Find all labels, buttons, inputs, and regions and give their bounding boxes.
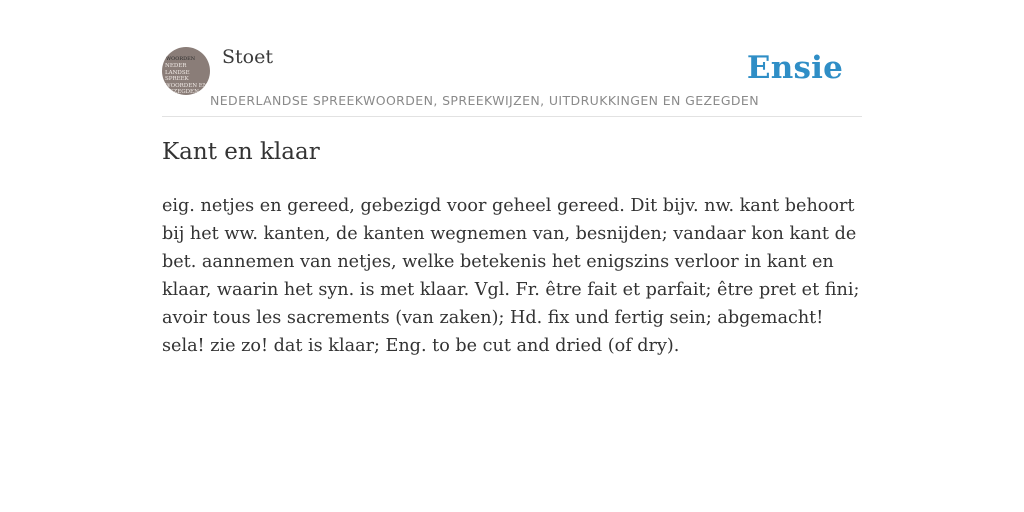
avatar-line: SPREEK	[165, 76, 189, 82]
ensie-logo[interactable]: Ensie	[746, 50, 843, 86]
entry-title: Kant en klaar	[162, 139, 320, 165]
entry-definition: eig. netjes en gereed, gebezigd voor geheel gereed. Dit bijv. nw. kant behoort bij het ww. kanten, de kanten wegnemen van, besnijden; vandaar kon kant de bet. aannemen van netjes, welke betekenis het enigszins verloor in kant en klaar, waarin het syn. is met klaar. Vgl. Fr. être fait et parfait; être pret et fini; avoir tous les sacrements (van zaken); Hd. fix und fertig sein; abgemacht! sela! zie zo! dat is klaar; Eng. to be cut and dried (of dry).	[162, 196, 860, 356]
author-link[interactable]: Stoet	[222, 46, 273, 68]
source-subtitle-link[interactable]: NEDERLANDSE SPREEKWOORDEN, SPREEKWIJZEN, UITDRUKKINGEN EN GEZEGDEN	[210, 93, 759, 108]
avatar-line: NEDER	[165, 63, 187, 69]
avatar-title: WOORDEN	[166, 56, 196, 62]
avatar-line: WOORDEN EN	[165, 82, 208, 89]
avatar-cover-text	[165, 63, 210, 95]
author-avatar[interactable]	[162, 47, 210, 95]
avatar-line: LANDSE	[165, 69, 190, 76]
avatar-line: GEZEGDEN	[165, 89, 199, 95]
header	[162, 44, 862, 117]
